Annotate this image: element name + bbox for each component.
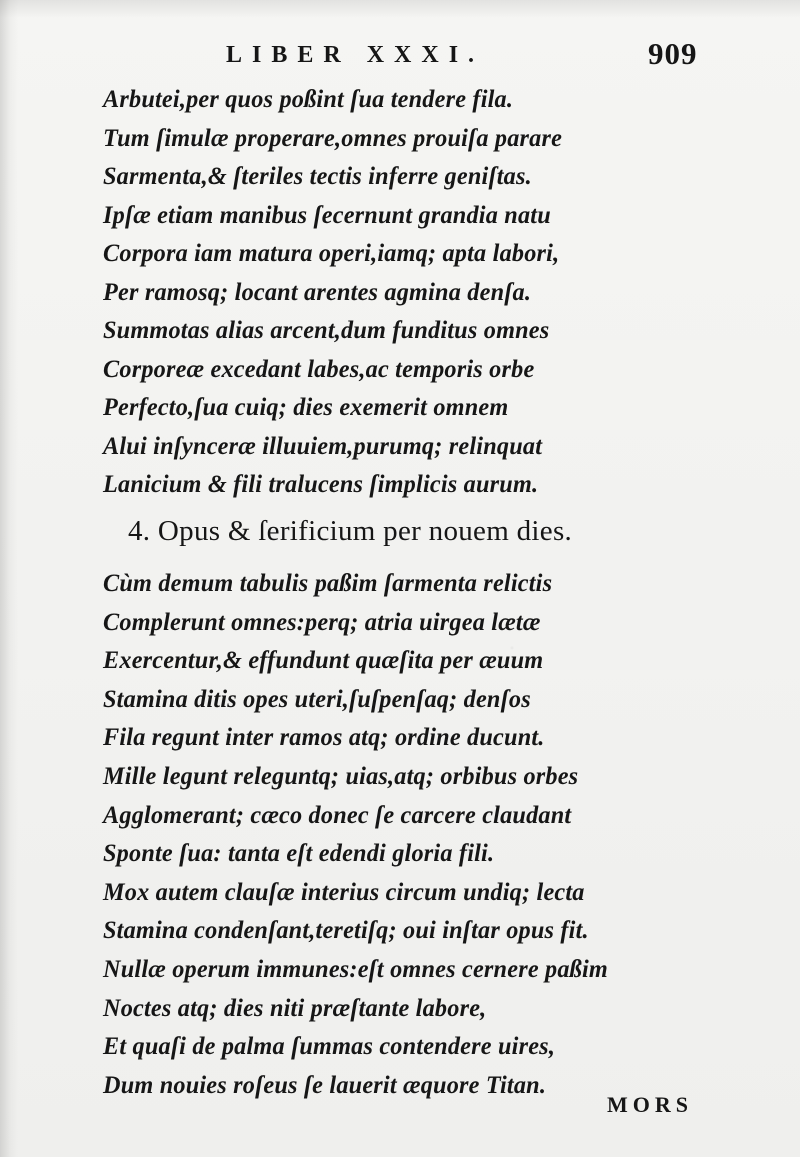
verse-line: Summotas alias arcent,dum funditus omnes <box>103 317 550 344</box>
verse-line: Perfecto,ſua cuiq; dies exemerit omnem <box>103 394 509 421</box>
page-gutter-shadow <box>0 0 18 1157</box>
verse-line: Corpora iam matura operi,iamq; apta labori, <box>103 240 560 267</box>
verse-line: Per ramosq; locant arentes agmina denſa. <box>103 278 532 306</box>
verse-line: Mille legunt releguntq; uias,atq; orbibus orbes <box>103 762 579 790</box>
verse-line: Lanicium & fili tralucens ſimplicis aurum. <box>103 471 539 498</box>
page-number: 909 <box>648 36 698 71</box>
verse-block-before-heading <box>103 81 668 505</box>
section-heading: 4. Opus & ſerificium per nouem dies. <box>128 515 573 547</box>
verse-line: Fila regunt inter ramos atq; ordine ducunt. <box>103 724 545 752</box>
running-head: LIBER XXXI. <box>226 42 485 68</box>
verse-line: Nullæ operum immunes:eſt omnes cernere paßim <box>103 955 608 983</box>
verse-line: Corporeæ excedant labes,ac temporis orbe <box>103 355 535 383</box>
verse-line: Complerunt omnes:perq; atria uirgea lætæ <box>103 608 541 636</box>
verse-line: Stamina ditis opes uteri,ſuſpenſaq; denſos <box>103 685 531 713</box>
page-top-shadow <box>0 0 800 18</box>
verse-line: Alui inſynceræ illuuiem,purumq; relinquat <box>103 432 543 460</box>
verse-line: Arbutei,per quos poßint ſua tendere fila. <box>103 86 514 113</box>
verse-line: Sarmenta,& ſteriles tectis inferre geniſtas. <box>103 163 532 190</box>
verse-line: Agglomerant; cæco donec ſe carcere claudant <box>103 801 572 829</box>
verse-line: Ipſæ etiam manibus ſecernunt grandia natu <box>103 201 551 229</box>
verse-block-after-heading <box>103 565 668 1105</box>
verse-line: Stamina condenſant,teretiſq; oui inſtar opus fit. <box>103 917 589 945</box>
verse-line: Noctes atq; dies niti præſtante labore, <box>103 994 487 1022</box>
verse-line: Dum nouies roſeus ſe lauerit æquore Titan. <box>103 1071 547 1099</box>
verse-line: Tum ſimulæ properare,omnes prouiſa parare <box>103 124 563 152</box>
verse-line: Cùm demum tabulis paßim ſarmenta relictis <box>103 570 553 597</box>
catchword: MORS <box>607 1092 693 1117</box>
verse-line: Et quaſi de palma ſummas contendere uires, <box>103 1033 556 1061</box>
verse-line: Mox autem clauſæ interius circum undiq; lecta <box>103 878 585 906</box>
verse-line: Sponte ſua: tanta eſt edendi gloria fili. <box>103 840 495 868</box>
verse-line: Exercentur,& effundunt quæſita per æuum <box>103 647 544 675</box>
